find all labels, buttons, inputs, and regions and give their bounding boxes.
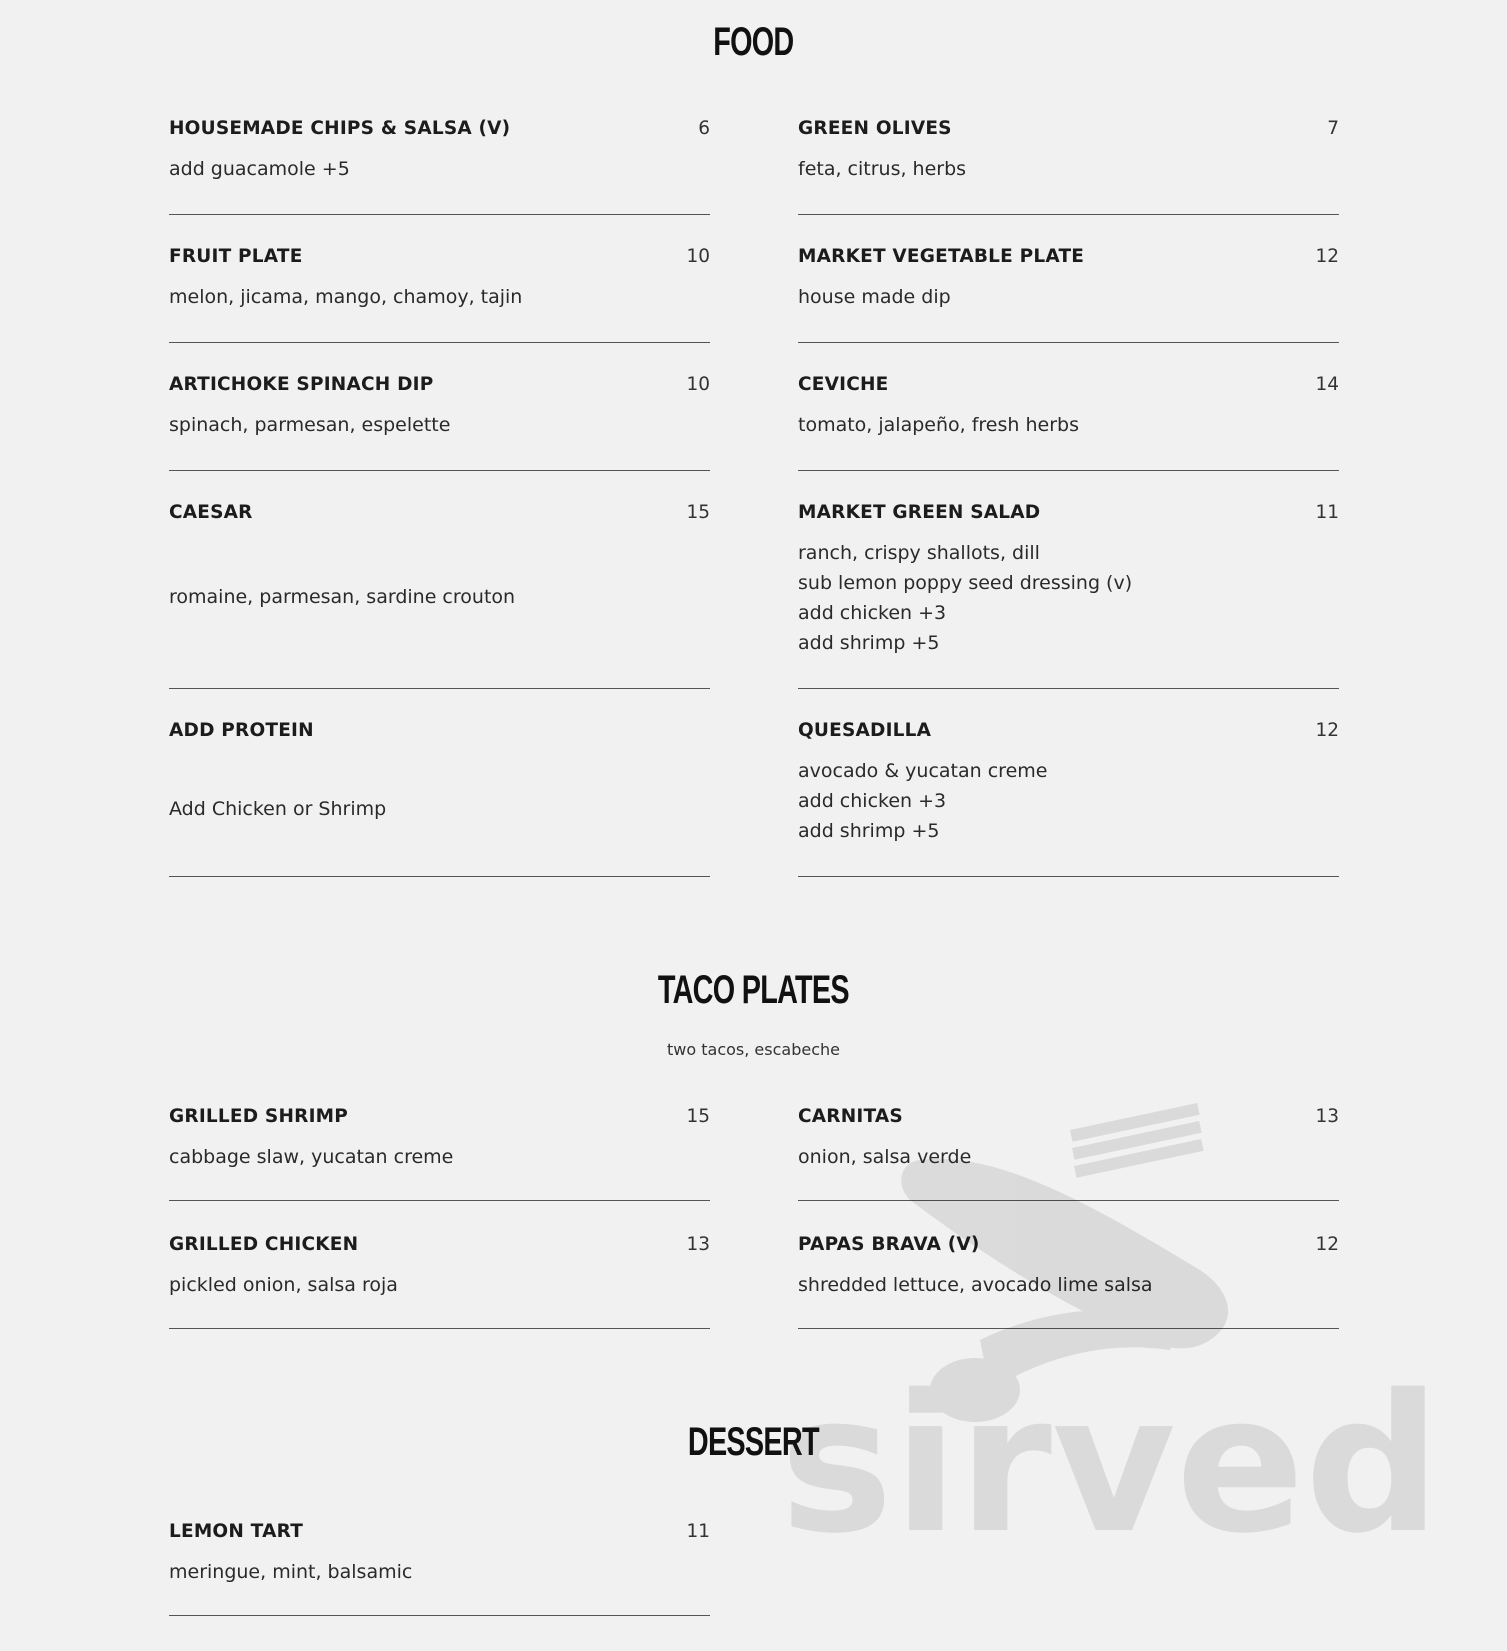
item-name: HOUSEMADE CHIPS & SALSA (V) bbox=[169, 118, 511, 139]
item-price: 10 bbox=[686, 246, 710, 267]
item-name: QUESADILLA bbox=[798, 720, 932, 741]
item-price: 7 bbox=[1327, 118, 1339, 139]
taco-plates-subtitle: two tacos, escabeche bbox=[667, 1040, 840, 1059]
menu-item-quesadilla bbox=[798, 720, 1339, 877]
item-description: cabbage slaw, yucatan creme bbox=[169, 1146, 454, 1168]
item-description: meringue, mint, balsamic bbox=[169, 1561, 413, 1583]
item-name: CAESAR bbox=[169, 502, 253, 523]
menu-item-chips-salsa bbox=[169, 118, 710, 215]
item-price: 13 bbox=[686, 1234, 710, 1255]
item-description: avocado & yucatan creme add chicken +3 add shrimp +5 bbox=[798, 760, 1048, 842]
item-price: 13 bbox=[1315, 1106, 1339, 1127]
item-price: 6 bbox=[698, 118, 710, 139]
item-name: GREEN OLIVES bbox=[798, 118, 952, 139]
item-name: MARKET VEGETABLE PLATE bbox=[798, 246, 1085, 267]
item-description: romaine, parmesan, sardine crouton bbox=[169, 586, 516, 608]
menu-item-add-protein bbox=[169, 720, 710, 877]
menu-item-artichoke-spinach-dip bbox=[169, 374, 710, 471]
item-description: onion, salsa verde bbox=[798, 1146, 972, 1168]
taco-plates-section-title: TACO PLATES bbox=[657, 968, 849, 1012]
item-description: pickled onion, salsa roja bbox=[169, 1274, 398, 1296]
item-name: ADD PROTEIN bbox=[169, 720, 314, 741]
item-name: FRUIT PLATE bbox=[169, 246, 303, 267]
item-price: 12 bbox=[1315, 1234, 1339, 1255]
item-name: LEMON TART bbox=[169, 1521, 304, 1542]
item-price: 11 bbox=[686, 1521, 710, 1542]
item-description: spinach, parmesan, espelette bbox=[169, 414, 451, 436]
food-section-title: FOOD bbox=[713, 20, 794, 64]
item-description: add guacamole +5 bbox=[169, 158, 350, 180]
dessert-section-title: DESSERT bbox=[687, 1420, 819, 1464]
menu-item-grilled-shrimp bbox=[169, 1106, 710, 1201]
item-price: 12 bbox=[1315, 246, 1339, 267]
menu-item-market-vegetable-plate bbox=[798, 246, 1339, 343]
item-description: feta, citrus, herbs bbox=[798, 158, 967, 180]
menu-item-fruit-plate bbox=[169, 246, 710, 343]
item-name: PAPAS BRAVA (V) bbox=[798, 1234, 980, 1255]
item-name: GRILLED CHICKEN bbox=[169, 1234, 359, 1255]
item-description: ranch, crispy shallots, dill sub lemon poppy seed dressing (v) add chicken +3 add shrimp +5 bbox=[798, 542, 1133, 654]
item-name: CEVICHE bbox=[798, 374, 889, 395]
item-name: CARNITAS bbox=[798, 1106, 903, 1127]
menu-item-grilled-chicken bbox=[169, 1234, 710, 1329]
item-description: tomato, jalapeño, fresh herbs bbox=[798, 414, 1079, 436]
item-price: 12 bbox=[1315, 720, 1339, 741]
item-price: 11 bbox=[1315, 502, 1339, 523]
svg-text:sirved: sirved bbox=[780, 1354, 1441, 1575]
item-description: melon, jicama, mango, chamoy, tajin bbox=[169, 286, 523, 308]
sirved-watermark bbox=[780, 1090, 1441, 1575]
menu-item-lemon-tart bbox=[169, 1521, 710, 1616]
item-price: 14 bbox=[1315, 374, 1339, 395]
item-description: shredded lettuce, avocado lime salsa bbox=[798, 1274, 1153, 1296]
item-name: GRILLED SHRIMP bbox=[169, 1106, 349, 1127]
menu-item-ceviche bbox=[798, 374, 1339, 471]
menu-item-caesar bbox=[169, 502, 710, 689]
item-name: ARTICHOKE SPINACH DIP bbox=[169, 374, 434, 395]
item-price: 15 bbox=[686, 1106, 710, 1127]
item-description: house made dip bbox=[798, 286, 951, 308]
item-description: Add Chicken or Shrimp bbox=[169, 798, 387, 820]
item-price: 10 bbox=[686, 374, 710, 395]
item-price: 15 bbox=[686, 502, 710, 523]
menu-item-green-olives bbox=[798, 118, 1339, 215]
menu-item-market-green-salad bbox=[798, 502, 1339, 689]
item-name: MARKET GREEN SALAD bbox=[798, 502, 1041, 523]
